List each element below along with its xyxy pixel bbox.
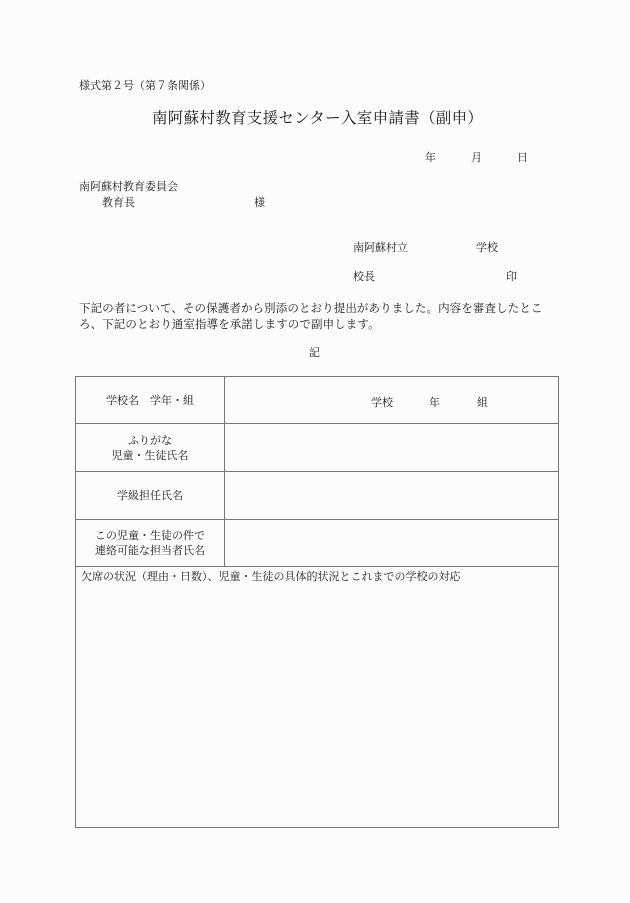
homeroom-teacher-field[interactable] xyxy=(225,472,558,519)
sender-school-suffix: 学校 xyxy=(476,241,498,254)
row-label xyxy=(76,377,225,423)
row-label-text: 学校名 学年・組 xyxy=(106,393,194,407)
table-row-school-grade-class xyxy=(76,377,558,424)
absence-status-field[interactable] xyxy=(76,587,558,827)
seal-mark: 印 xyxy=(506,270,517,283)
furigana-label: ふりがな xyxy=(128,433,172,447)
addressee-role: 教育長 xyxy=(102,196,135,209)
absence-status-label: 欠席の状況（理由・日数）、児童・生徒の具体的状況とこれまでの学校の対応 xyxy=(81,570,461,583)
body-paragraph: 下記の者について、その保護者から別添のとおり提出がありました。内容を審査したところ、下記のとおり通室指導を承諾しますので副申します。 xyxy=(79,301,543,331)
student-name-label: 児童・生徒氏名 xyxy=(111,448,189,462)
document-title: 南阿蘇村教育支援センター入室申請書（副申） xyxy=(152,109,484,127)
row-label xyxy=(76,472,225,519)
student-name-field[interactable] xyxy=(225,424,558,471)
class-suffix-label: 組 xyxy=(477,396,488,409)
sender-village-prefix: 南阿蘇村立 xyxy=(353,241,408,254)
table-row-contact-person xyxy=(76,520,558,567)
school-suffix-label: 学校 xyxy=(371,396,393,409)
school-grade-class-field[interactable] xyxy=(225,377,558,423)
addressee-honorific: 様 xyxy=(254,196,265,209)
row-label xyxy=(76,520,225,566)
contact-person-label-line1: この児童・生徒の件で xyxy=(95,529,205,542)
form-number: 様式第２号（第７条関係） xyxy=(79,79,211,92)
contact-person-label-line2: 連絡可能な担当者氏名 xyxy=(95,544,205,557)
date-month-label: 月 xyxy=(471,151,482,164)
contact-person-field[interactable] xyxy=(225,520,558,566)
date-day-label: 日 xyxy=(517,151,528,164)
sender-role: 校長 xyxy=(353,270,375,283)
grade-suffix-label: 年 xyxy=(429,396,440,409)
ki-heading: 記 xyxy=(309,346,320,359)
table-row-student-name xyxy=(76,424,558,472)
row-label xyxy=(76,424,225,471)
date-year-label: 年 xyxy=(425,151,436,164)
table-row-homeroom-teacher xyxy=(76,472,558,520)
absence-status-section xyxy=(76,567,558,827)
application-form-table xyxy=(75,376,559,828)
homeroom-teacher-label: 学級担任氏名 xyxy=(117,489,183,502)
addressee-organization: 南阿蘇村教育委員会 xyxy=(79,180,178,193)
